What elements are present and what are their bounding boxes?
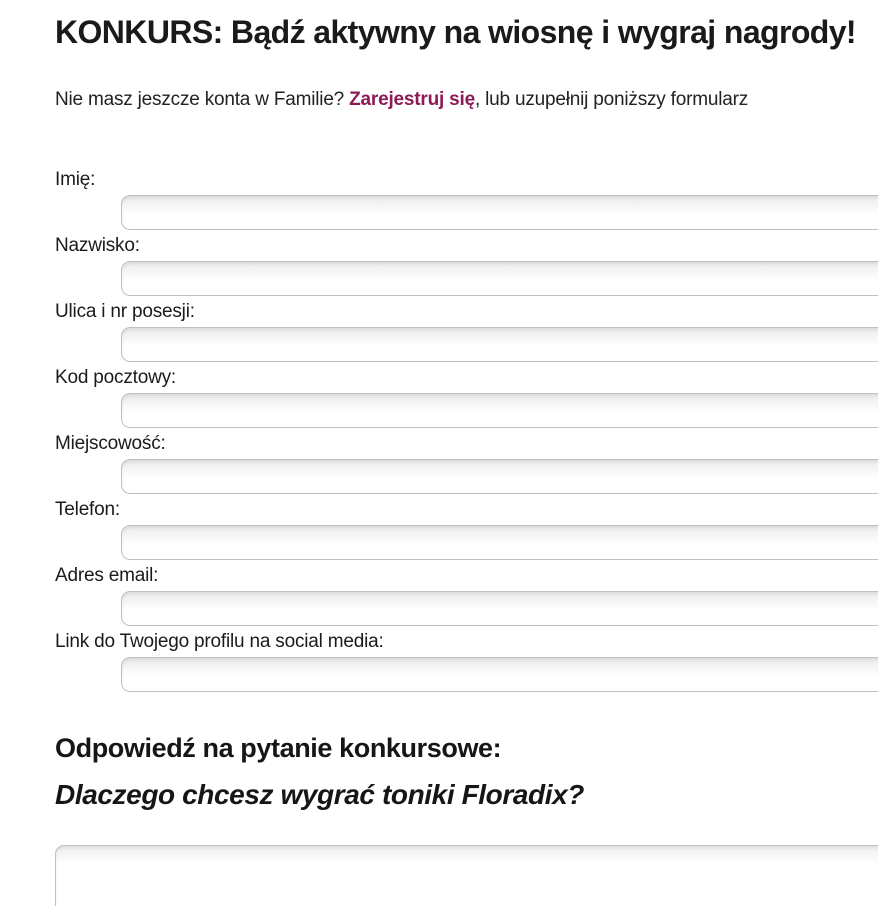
first-name-input[interactable] (121, 195, 878, 230)
last-name-label: Nazwisko: (55, 235, 140, 256)
email-input[interactable] (121, 591, 878, 626)
email-label: Adres email: (55, 565, 159, 586)
social-media-link-input[interactable] (121, 657, 878, 692)
city-label: Miejscowość: (55, 433, 166, 454)
street-input[interactable] (121, 327, 878, 362)
intro-after-link: , lub uzupełnij poniższy formularz (475, 89, 749, 110)
form-field-email (55, 565, 878, 626)
phone-label: Telefon: (55, 499, 120, 520)
form-field-social-media-link (55, 631, 878, 692)
form-field-first-name (55, 169, 878, 230)
form-field-city (55, 433, 878, 494)
form-field-postal-code (55, 367, 878, 428)
contest-form (55, 169, 878, 906)
first-name-label: Imię: (55, 169, 96, 190)
contest-page (0, 13, 878, 906)
page-title: KONKURS: Bądź aktywny na wiosnę i wygraj nagrody! (55, 14, 856, 50)
phone-input[interactable] (121, 525, 878, 560)
intro-before-link: Nie masz jeszcze konta w Familie? (55, 89, 350, 110)
intro-text (55, 88, 878, 112)
postal-code-input[interactable] (121, 393, 878, 428)
contest-question: Dlaczego chcesz wygrać toniki Floradix? (55, 779, 585, 810)
form-field-phone (55, 499, 878, 560)
postal-code-label: Kod pocztowy: (55, 367, 176, 388)
city-input[interactable] (121, 459, 878, 494)
street-label: Ulica i nr posesji: (55, 301, 195, 322)
form-field-street (55, 301, 878, 362)
question-section-heading: Odpowiedź na pytanie konkursowe: (55, 733, 502, 763)
answer-textarea[interactable] (55, 845, 878, 906)
form-field-last-name (55, 235, 878, 296)
social-media-link-label: Link do Twojego profilu na social media: (55, 631, 384, 652)
last-name-input[interactable] (121, 261, 878, 296)
register-link[interactable]: Zarejestruj się (349, 89, 475, 110)
